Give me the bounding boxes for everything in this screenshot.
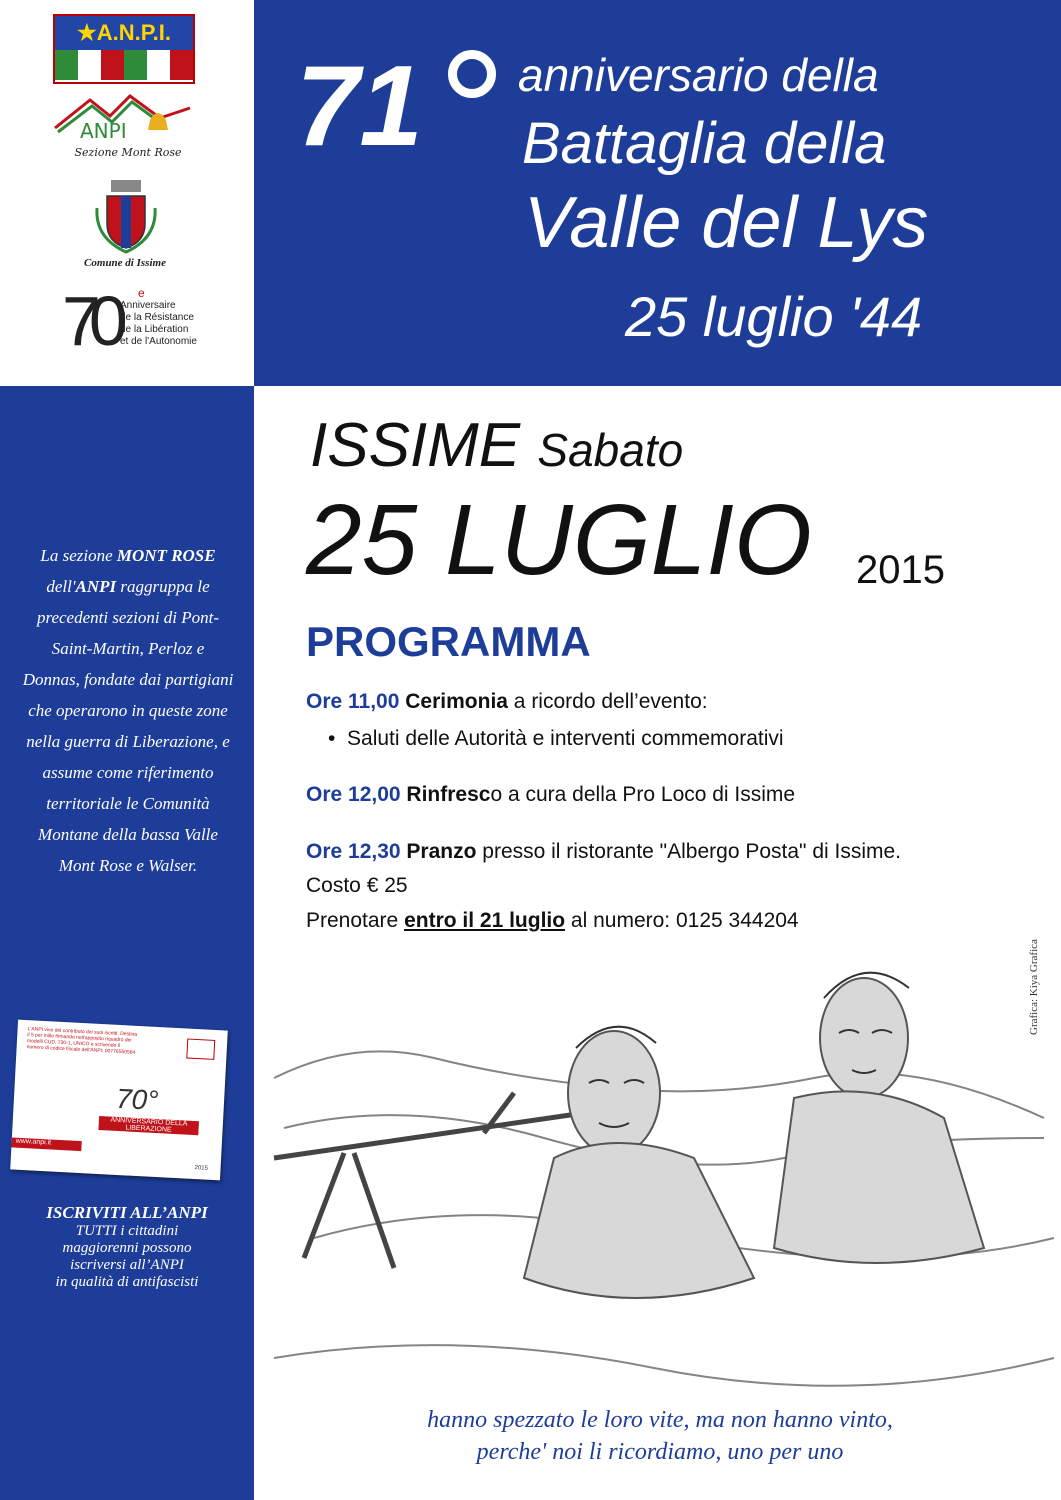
anpi-logo xyxy=(53,14,195,84)
degree-symbol xyxy=(448,50,496,98)
header-date: 25 luglio '44 xyxy=(625,285,923,348)
event-place: ISSIME Sabato xyxy=(310,411,684,480)
memorial-quote xyxy=(300,1404,1020,1468)
iscriviti-line: in qualità di antifascisti xyxy=(55,1274,199,1290)
header-line-3: Valle del Lys xyxy=(524,183,929,263)
event-weekday: Sabato xyxy=(537,424,684,476)
anniversary-number: 71 xyxy=(296,43,423,170)
seventy-line: Anniversaire xyxy=(120,300,176,311)
card-mini-text: L'ANPI vive del contributo dei suoi iscritti. Destina il 5 per mille firmando nell'apposito riquadro dei modelli CUD, 730-1, UNICO e scrivendo il numero di codice fiscale dell'ANPI: 00776550584 xyxy=(26,1026,138,1056)
event-year: 2015 xyxy=(856,548,945,592)
logo-column xyxy=(0,0,254,386)
card-banner: ANNIVERSARIO DELLA LIBERAZIONE xyxy=(98,1116,199,1135)
iscriviti-line: TUTTI i cittadini xyxy=(75,1223,179,1239)
seventy-text xyxy=(120,300,197,348)
sezione-caption: Sezione Mont Rose xyxy=(74,146,182,159)
issime-crest-icon xyxy=(93,178,159,254)
anpi-logo-text: ★A.N.P.I. xyxy=(55,16,193,50)
card-url: www.anpi.it xyxy=(15,1137,52,1147)
iscriviti-line: iscriversi all’ANPI xyxy=(70,1257,184,1273)
seventy-line: de la Résistance xyxy=(120,312,194,323)
header-line-1: anniversario della xyxy=(518,49,879,101)
sidebar-description: La sezione MONT ROSE dell'ANPI raggruppa le precedenti sezioni di Pont-Saint-Martin, Perloz e Donnas, fondate dai partigiani che operarono in queste zone nella guerra di Liberazione, e assume come riferimento territoriale le Comunità Montane della bassa Valle Mont Rose e Walser. xyxy=(22,546,234,875)
italian-flag-icon xyxy=(55,50,193,80)
quote-line: hanno spezzato le loro vite, ma non hanno vinto, xyxy=(427,1407,893,1433)
seventy-line: et de l'Autonomie xyxy=(120,336,197,347)
seventy-anniversary-logo xyxy=(62,282,116,360)
comune-caption: Comune di Issime xyxy=(84,257,166,269)
header-line-2: Battaglia della xyxy=(522,111,887,176)
programma-item: Ore 12,00 Rinfresco a cura della Pro Loco di Issime xyxy=(306,783,796,806)
programma-item: Ore 11,00 Cerimonia a ricordo dell’evento: xyxy=(306,690,708,713)
quote-line: perche' noi li ricordiamo, uno per uno xyxy=(476,1439,844,1465)
iscriviti-title: ISCRIVITI ALL’ANPI xyxy=(46,1203,208,1222)
event-date: 25 LUGLIO xyxy=(306,484,812,596)
programma-item: Ore 12,30 Pranzo presso il ristorante "Albergo Posta" di Issime. xyxy=(306,840,902,863)
iscriviti-line: maggiorenni possono xyxy=(62,1240,192,1256)
programma-booking: Prenotare entro il 21 luglio al numero: 0125 344204 xyxy=(306,909,799,932)
card-year: 2015 xyxy=(194,1165,209,1172)
programma-title: PROGRAMMA xyxy=(306,618,591,665)
anpi-membership-card xyxy=(10,1020,228,1181)
iscriviti-block xyxy=(18,1203,236,1291)
sezione-logo-text: ANPI xyxy=(80,119,127,143)
seventy-suffix: e xyxy=(138,286,145,300)
seventy-line: de la Libération xyxy=(120,324,189,335)
seventy-number: 70 xyxy=(62,282,116,360)
card-anpi-logo-icon xyxy=(186,1038,215,1059)
programma-cost: Costo € 25 xyxy=(306,874,408,897)
programma-bullet: • Saluti delle Autorità e interventi commemorativi xyxy=(328,727,784,750)
graphic-credit: Grafica: Kiya Grafica xyxy=(1028,939,1040,1035)
card-number: 70° xyxy=(115,1082,160,1117)
